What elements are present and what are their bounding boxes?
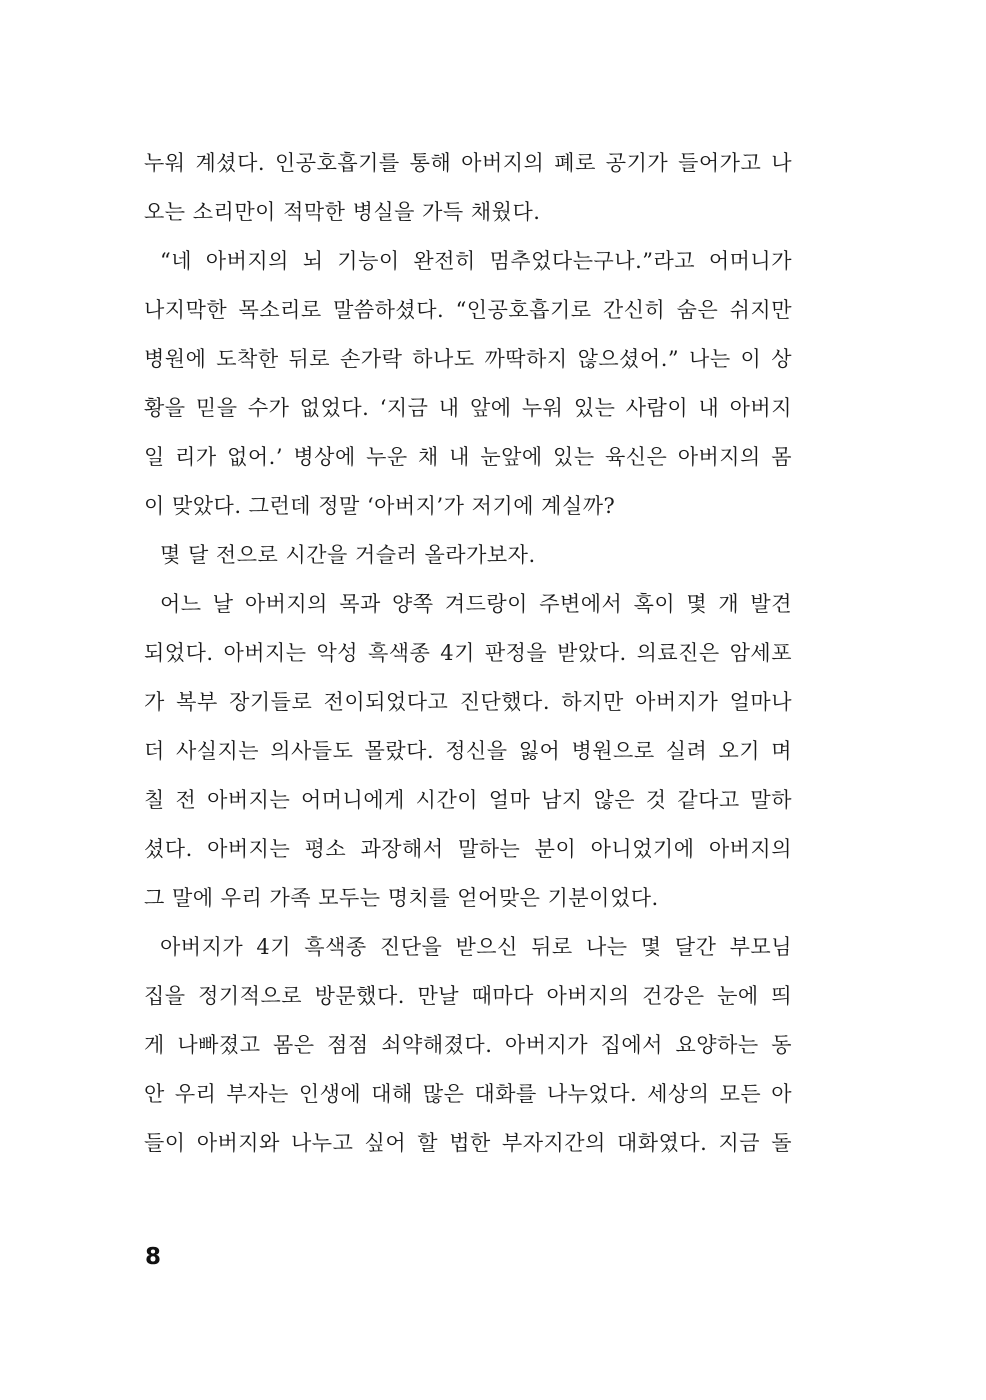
- text-line: 일 리가 없어.’ 병상에 누운 채 내 눈앞에 있는 육신은 아버지의 몸: [144, 445, 792, 469]
- text-line: 가 복부 장기들로 전이되었다고 진단했다. 하지만 아버지가 얼마나: [144, 690, 792, 714]
- text-line: 셨다. 아버지는 평소 과장해서 말하는 분이 아니었기에 아버지의: [144, 837, 792, 861]
- text-line: 오는 소리만이 적막한 병실을 가득 채웠다.: [144, 200, 541, 224]
- text-line: 되었다. 아버지는 악성 흑색종 4기 판정을 받았다. 의료진은 암세포: [144, 641, 792, 665]
- text-line: 몇 달 전으로 시간을 거슬러 올라가보자.: [160, 543, 536, 567]
- text-line: 칠 전 아버지는 어머니에게 시간이 얼마 남지 않은 것 같다고 말하: [144, 788, 792, 812]
- text-line: 황을 믿을 수가 없었다. ‘지금 내 앞에 누워 있는 사람이 내 아버지: [144, 396, 792, 420]
- text-line: 아버지가 4기 흑색종 진단을 받으신 뒤로 나는 몇 달간 부모님: [160, 935, 792, 959]
- text-line: “네 아버지의 뇌 기능이 완전히 멈추었다는구나.”라고 어머니가: [160, 249, 792, 273]
- text-line: 어느 날 아버지의 목과 양쪽 겨드랑이 주변에서 혹이 몇 개 발견: [160, 592, 792, 616]
- text-line: 병원에 도착한 뒤로 손가락 하나도 까딱하지 않으셨어.” 나는 이 상: [144, 347, 792, 371]
- text-line: 안 우리 부자는 인생에 대해 많은 대화를 나누었다. 세상의 모든 아: [144, 1082, 792, 1106]
- page-number: 8: [145, 1244, 162, 1270]
- text-line: 들이 아버지와 나누고 싶어 할 법한 부자지간의 대화였다. 지금 돌: [144, 1131, 792, 1155]
- text-line: 게 나빠졌고 몸은 점점 쇠약해졌다. 아버지가 집에서 요양하는 동: [144, 1033, 792, 1057]
- text-line: 이 맞았다. 그런데 정말 ‘아버지’가 저기에 계실까?: [144, 494, 616, 518]
- text-block: [144, 139, 792, 1168]
- text-line: 집을 정기적으로 방문했다. 만날 때마다 아버지의 건강은 눈에 띄: [144, 984, 792, 1008]
- text-line: 나지막한 목소리로 말씀하셨다. “인공호흡기로 간신히 숨은 쉬지만: [144, 298, 792, 322]
- text-line: 누워 계셨다. 인공호흡기를 통해 아버지의 폐로 공기가 들어가고 나: [144, 151, 792, 175]
- text-line: 더 사실지는 의사들도 몰랐다. 정신을 잃어 병원으로 실려 오기 며: [144, 739, 792, 763]
- text-line: 그 말에 우리 가족 모두는 명치를 얻어맞은 기분이었다.: [144, 886, 659, 910]
